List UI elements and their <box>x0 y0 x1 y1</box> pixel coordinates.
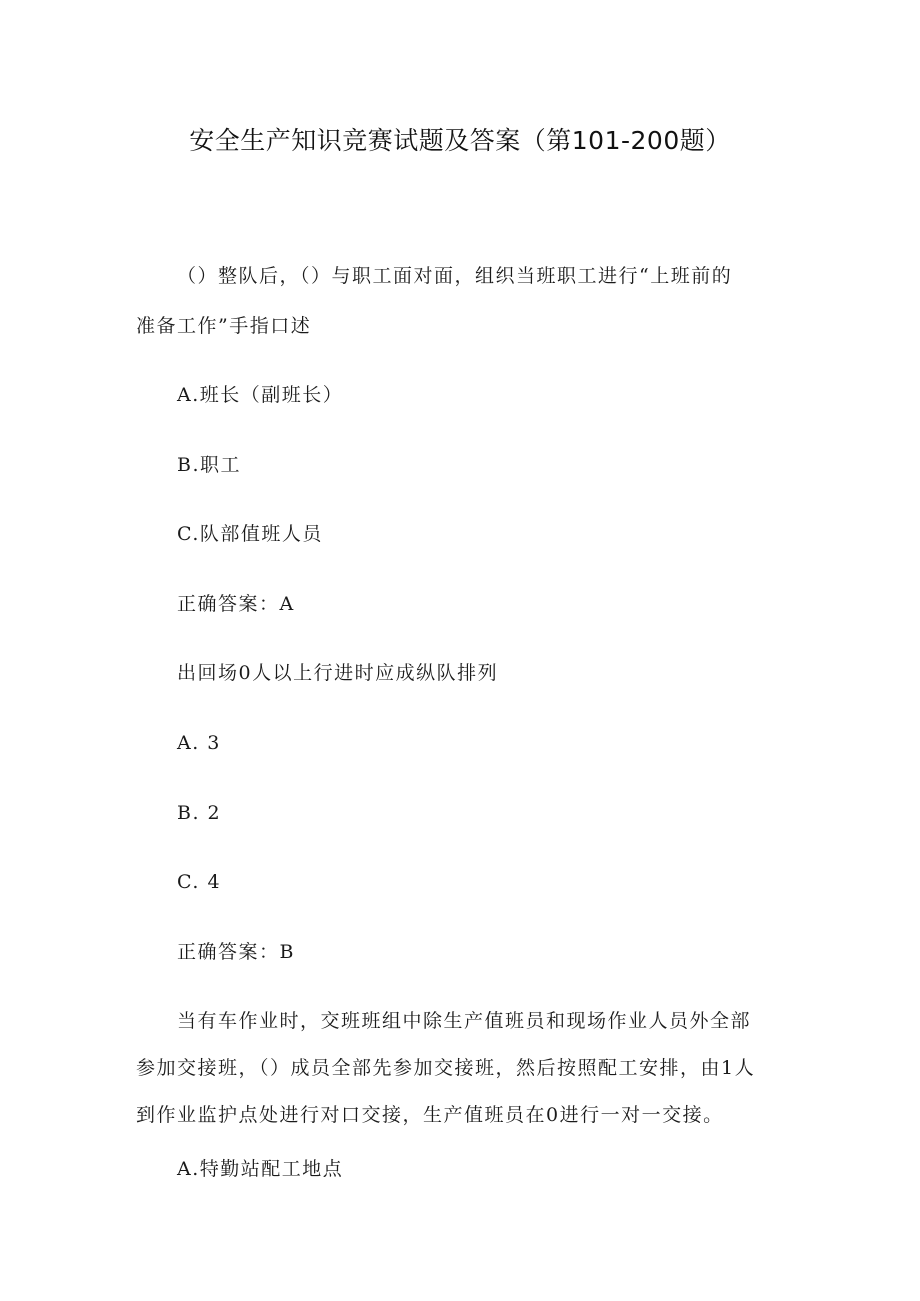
question-1-option-a: A.班长（副班长） <box>177 384 344 406</box>
question-3-option-a: A.特勤站配工地点 <box>177 1158 344 1180</box>
question-1-answer: 正确答案：A <box>177 593 295 615</box>
question-2-stem-line-1: 出回场0人以上行进时应成纵队排列 <box>177 662 499 684</box>
question-1-stem-line-1: （）整队后，（）与职工面对面，组织当班职工进行“上班前的 <box>177 265 733 287</box>
document-title: 安全生产知识竞赛试题及答案（第101-200题） <box>189 126 731 155</box>
question-2-answer: 正确答案：B <box>177 941 295 963</box>
question-1-option-b: B.职工 <box>177 454 242 476</box>
question-3-stem-line-2: 参加交接班，（）成员全部先参加交接班，然后按照配工安排，由1人 <box>136 1057 756 1079</box>
question-2-option-a: A. 3 <box>177 732 221 754</box>
question-2-option-c: C. 4 <box>177 871 222 893</box>
question-3-stem-line-3: 到作业监护点处进行对口交接，生产值班员在0进行一对一交接。 <box>136 1104 724 1126</box>
question-1-stem-line-2: 准备工作”手指口述 <box>136 315 312 337</box>
question-2-option-b: B. 2 <box>177 802 222 824</box>
question-1-option-c: C.队部值班人员 <box>177 523 323 545</box>
question-3-stem-line-1: 当有车作业时，交班班组中除生产值班员和现场作业人员外全部 <box>177 1010 752 1032</box>
